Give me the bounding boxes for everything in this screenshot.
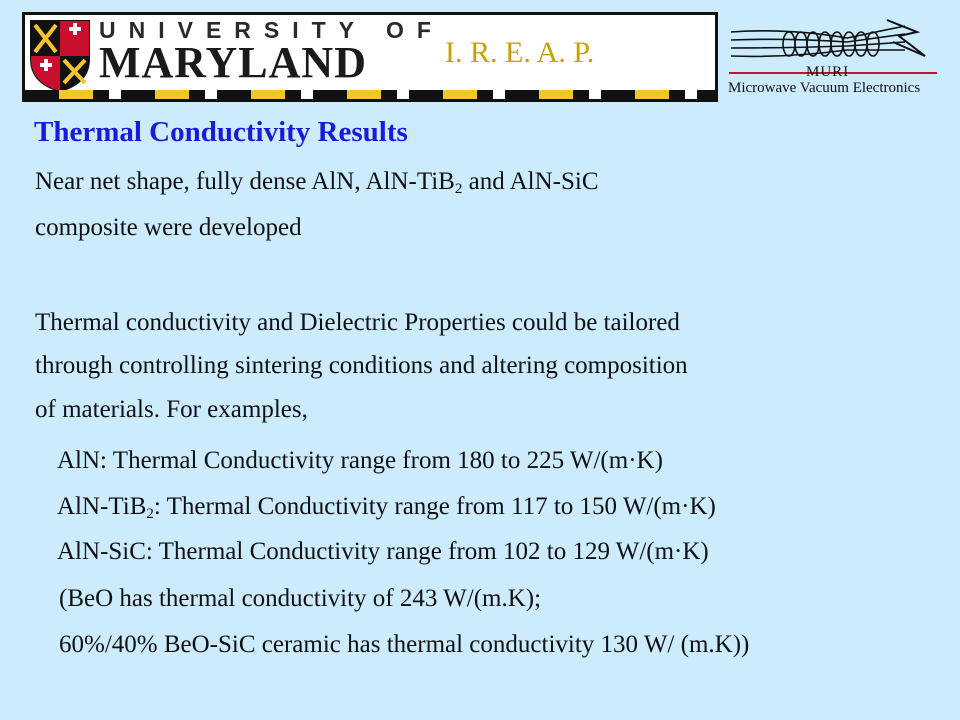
muri-label: MURI xyxy=(806,64,850,80)
paragraph-line-2: through controlling sintering conditions and altering composition xyxy=(35,352,688,379)
university-of-label: UNIVERSITY OF xyxy=(99,17,444,43)
example-aln-sic: AlN-SiC: Thermal Conductivity range from 102 to 129 W/(m·K) xyxy=(57,538,709,565)
intro-line-2: composite were developed xyxy=(35,214,302,241)
university-header xyxy=(22,12,718,102)
intro-line-1: Near net shape, fully dense AlN, AlN-TiB$_2$ and AlN-SiC xyxy=(35,168,599,197)
university-name: MARYLAND xyxy=(99,38,367,87)
slide-title: Thermal Conductivity Results xyxy=(34,116,408,148)
paragraph-line-1: Thermal conductivity and Dielectric Properties could be tailored xyxy=(35,309,680,336)
note-beo: (BeO has thermal conductivity of 243 W/(m.K); xyxy=(59,585,542,612)
muri-subtitle: Microwave Vacuum Electronics xyxy=(728,80,921,96)
example-aln-tib2: AlN-TiB$_2$: Thermal Conductivity range from 117 to 150 W/(m·K) xyxy=(57,493,716,522)
example-aln: AlN: Thermal Conductivity range from 180 to 225 W/(m·K) xyxy=(57,447,663,474)
note-beo-sic: 60%/40% BeO-SiC ceramic has thermal conductivity 130 W/ (m.K)) xyxy=(59,631,750,658)
maryland-flag-shield-icon xyxy=(29,19,91,93)
header-stripe xyxy=(25,90,715,99)
institute-label: I. R. E. A. P. xyxy=(445,36,595,69)
paragraph-line-3: of materials. For examples, xyxy=(35,396,308,423)
